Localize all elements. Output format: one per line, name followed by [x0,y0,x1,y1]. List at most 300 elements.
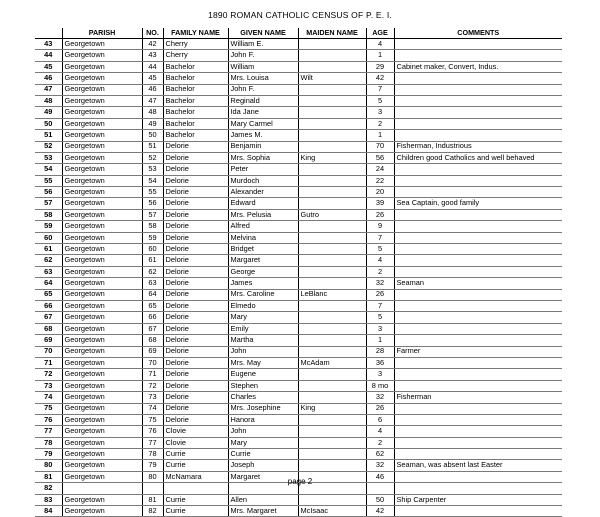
header-row [35,28,562,39]
comments-cell [394,175,562,186]
comments-cell [394,403,562,414]
number-cell: 66 [142,312,163,323]
parish-cell: Georgetown [62,506,142,517]
line-number-cell: 73 [35,380,62,391]
table-row [35,312,562,323]
maiden-name-cell [298,449,366,460]
line-number-cell: 47 [35,84,62,95]
line-number-cell: 52 [35,141,62,152]
maiden-name-cell [298,312,366,323]
age-cell: 1 [366,50,394,61]
table-row [35,494,562,505]
number-cell: 65 [142,300,163,311]
table-row [35,266,562,277]
given-name-cell: Mrs. Pelusia [228,209,298,220]
line-number-cell: 64 [35,278,62,289]
number-cell: 72 [142,380,163,391]
comments-cell [394,312,562,323]
maiden-name-cell: LeBlanc [298,289,366,300]
table-row [35,300,562,311]
table-row [35,392,562,403]
line-number-cell: 74 [35,392,62,403]
comments-cell [394,164,562,175]
line-number-cell: 77 [35,426,62,437]
line-number-cell: 69 [35,335,62,346]
age-cell: 46 [366,471,394,482]
age-cell: 26 [366,209,394,220]
maiden-name-cell: King [298,152,366,163]
given-name-cell: William E. [228,39,298,50]
parish-cell: Georgetown [62,278,142,289]
family-name-cell: Delorie [163,335,228,346]
table-row [35,460,562,471]
table-row [35,380,562,391]
line-number-cell: 72 [35,369,62,380]
family-name-cell: Currie [163,460,228,471]
line-number-cell: 83 [35,494,62,505]
number-cell: 54 [142,175,163,186]
maiden-name-cell [298,221,366,232]
parish-cell: Georgetown [62,300,142,311]
maiden-name-cell [298,244,366,255]
age-cell: 2 [366,266,394,277]
number-cell: 49 [142,118,163,129]
maiden-name-cell [298,164,366,175]
comments-cell [394,209,562,220]
given-name-cell: George [228,266,298,277]
age-cell: 24 [366,164,394,175]
line-number-cell: 80 [35,460,62,471]
age-cell: 42 [366,506,394,517]
given-name-cell: Mrs. Josephine [228,403,298,414]
number-cell: 76 [142,426,163,437]
table-row [35,130,562,141]
maiden-name-cell [298,39,366,50]
table-row [35,61,562,72]
table-row [35,449,562,460]
age-cell: 8 mo [366,380,394,391]
family-name-cell: Currie [163,449,228,460]
table-row [35,175,562,186]
table-row [35,50,562,61]
maiden-name-cell [298,278,366,289]
given-name-cell: Bridget [228,244,298,255]
number-cell: 42 [142,39,163,50]
line-number-cell: 78 [35,437,62,448]
family-name-cell: Delorie [163,255,228,266]
number-cell: 60 [142,244,163,255]
parish-cell: Georgetown [62,471,142,482]
age-cell: 5 [366,312,394,323]
maiden-name-cell [298,84,366,95]
comments-cell [394,426,562,437]
comments-cell [394,221,562,232]
maiden-name-cell [298,141,366,152]
comments-cell [394,73,562,84]
number-cell: 78 [142,449,163,460]
family-name-cell: Delorie [163,198,228,209]
number-cell: 50 [142,130,163,141]
age-cell: 7 [366,300,394,311]
maiden-name-cell [298,414,366,425]
line-number-cell: 59 [35,221,62,232]
line-number-cell: 60 [35,232,62,243]
given-name-cell: Mary [228,312,298,323]
table-row [35,357,562,368]
parish-cell: Georgetown [62,289,142,300]
given-name-cell: Elmedo [228,300,298,311]
number-cell: 51 [142,141,163,152]
age-cell: 56 [366,152,394,163]
line-number-cell: 53 [35,152,62,163]
parish-cell: Georgetown [62,346,142,357]
number-cell: 79 [142,460,163,471]
given-name-cell: Charles [228,392,298,403]
family-name-cell: Currie [163,506,228,517]
number-cell: 43 [142,50,163,61]
family-name-cell: Delorie [163,209,228,220]
family-name-cell: Delorie [163,232,228,243]
age-cell: 50 [366,494,394,505]
comments-cell: Seaman, was absent last Easter [394,460,562,471]
family-name-cell: Delorie [163,414,228,425]
family-name-cell: Delorie [163,187,228,198]
line-number-cell: 58 [35,209,62,220]
line-number-cell: 51 [35,130,62,141]
age-cell: 7 [366,232,394,243]
parish-cell: Georgetown [62,335,142,346]
comments-cell [394,39,562,50]
table-row [35,346,562,357]
parish-cell: Georgetown [62,187,142,198]
maiden-name-cell [298,198,366,209]
age-cell: 62 [366,449,394,460]
line-number-cell: 46 [35,73,62,84]
comments-cell [394,255,562,266]
age-cell: 70 [366,141,394,152]
given-name-cell: Mary Carmel [228,118,298,129]
maiden-name-cell: McIsaac [298,506,366,517]
table-row [35,278,562,289]
family-name-cell: Delorie [163,221,228,232]
maiden-name-cell: Gutro [298,209,366,220]
header-maiden-name: MAIDEN NAME [298,28,366,39]
table-row [35,152,562,163]
comments-cell [394,244,562,255]
age-cell: 32 [366,392,394,403]
number-cell: 71 [142,369,163,380]
comments-cell: Fisherman, Industrious [394,141,562,152]
comments-cell [394,107,562,118]
family-name-cell: Delorie [163,289,228,300]
parish-cell: Georgetown [62,414,142,425]
given-name-cell: Mrs. Sophia [228,152,298,163]
parish-cell: Georgetown [62,437,142,448]
age-cell: 5 [366,244,394,255]
age-cell: 32 [366,460,394,471]
number-cell: 63 [142,278,163,289]
table-row [35,255,562,266]
family-name-cell: Bachelor [163,73,228,84]
page-number: page 2 [287,477,313,486]
table-row [35,118,562,129]
comments-cell [394,289,562,300]
line-number-cell: 61 [35,244,62,255]
maiden-name-cell [298,95,366,106]
given-name-cell: Allen [228,494,298,505]
header-line [35,28,62,39]
number-cell: 56 [142,198,163,209]
given-name-cell: Alexander [228,187,298,198]
age-cell: 26 [366,403,394,414]
parish-cell: Georgetown [62,50,142,61]
age-cell: 36 [366,357,394,368]
line-number-cell: 44 [35,50,62,61]
family-name-cell: Currie [163,494,228,505]
family-name-cell: McNamara [163,471,228,482]
line-number-cell: 56 [35,187,62,198]
maiden-name-cell [298,437,366,448]
age-cell: 42 [366,73,394,84]
family-name-cell: Delorie [163,141,228,152]
parish-cell: Georgetown [62,209,142,220]
maiden-name-cell [298,460,366,471]
given-name-cell: James [228,278,298,289]
age-cell: 28 [366,346,394,357]
parish-cell: Georgetown [62,403,142,414]
header-age: AGE [366,28,394,39]
parish-cell: Georgetown [62,152,142,163]
parish-cell: Georgetown [62,255,142,266]
given-name-cell: Joseph [228,460,298,471]
maiden-name-cell [298,494,366,505]
parish-cell: Georgetown [62,460,142,471]
table-row [35,403,562,414]
number-cell: 57 [142,209,163,220]
maiden-name-cell: King [298,403,366,414]
parish-cell: Georgetown [62,369,142,380]
age-cell: 9 [366,221,394,232]
table-row [35,95,562,106]
maiden-name-cell [298,50,366,61]
maiden-name-cell [298,187,366,198]
line-number-cell: 55 [35,175,62,186]
table-row [35,209,562,220]
table-row [35,141,562,152]
maiden-name-cell [298,369,366,380]
page-title: 1890 ROMAN CATHOLIC CENSUS OF P. E. I. [208,10,392,20]
family-name-cell: Cherry [163,50,228,61]
line-number-cell: 49 [35,107,62,118]
header-given-name: GIVEN NAME [228,28,298,39]
line-number-cell: 62 [35,255,62,266]
comments-cell [394,130,562,141]
number-cell: 68 [142,335,163,346]
parish-cell: Georgetown [62,426,142,437]
parish-cell: Georgetown [62,73,142,84]
comments-cell [394,449,562,460]
line-number-cell: 50 [35,118,62,129]
number-cell: 62 [142,266,163,277]
family-name-cell: Delorie [163,244,228,255]
maiden-name-cell: Wilt [298,73,366,84]
given-name-cell: Hanora [228,414,298,425]
number-cell: 45 [142,73,163,84]
given-name-cell: James M. [228,130,298,141]
number-cell: 53 [142,164,163,175]
line-number-cell: 45 [35,61,62,72]
table-row [35,323,562,334]
number-cell: 55 [142,187,163,198]
number-cell: 80 [142,471,163,482]
table-row [35,335,562,346]
line-number-cell: 65 [35,289,62,300]
maiden-name-cell [298,175,366,186]
table-row [35,244,562,255]
parish-cell: Georgetown [62,164,142,175]
line-number-cell: 82 [35,483,62,494]
line-number-cell: 84 [35,506,62,517]
age-cell: 4 [366,426,394,437]
family-name-cell: Delorie [163,369,228,380]
table-row [35,414,562,425]
given-name-cell: Martha [228,335,298,346]
age-cell: 5 [366,95,394,106]
maiden-name-cell [298,346,366,357]
table-row [35,107,562,118]
given-name-cell: Mrs. Caroline [228,289,298,300]
maiden-name-cell [298,323,366,334]
comments-cell: Sea Captain, good family [394,198,562,209]
maiden-name-cell [298,300,366,311]
age-cell: 1 [366,335,394,346]
maiden-name-cell [298,61,366,72]
family-name-cell: Bachelor [163,130,228,141]
number-cell: 77 [142,437,163,448]
given-name-cell: Murdoch [228,175,298,186]
given-name-cell: Benjamin [228,141,298,152]
parish-cell: Georgetown [62,494,142,505]
maiden-name-cell [298,335,366,346]
age-cell: 4 [366,255,394,266]
maiden-name-cell [298,392,366,403]
comments-cell [394,50,562,61]
number-cell: 52 [142,152,163,163]
age-cell: 3 [366,107,394,118]
given-name-cell: Mary [228,437,298,448]
maiden-name-cell [298,255,366,266]
given-name-cell: Emily [228,323,298,334]
given-name-cell: Alfred [228,221,298,232]
table-row [35,426,562,437]
number-cell: 73 [142,392,163,403]
parish-cell: Georgetown [62,380,142,391]
line-number-cell: 43 [35,39,62,50]
given-name-cell: Currie [228,449,298,460]
number-cell: 48 [142,107,163,118]
family-name-cell: Delorie [163,300,228,311]
comments-cell [394,357,562,368]
number-cell: 67 [142,323,163,334]
line-number-cell: 66 [35,300,62,311]
line-number-cell: 54 [35,164,62,175]
number-cell: 81 [142,494,163,505]
given-name-cell: Margaret [228,255,298,266]
maiden-name-cell [298,426,366,437]
comments-cell [394,187,562,198]
given-name-cell: John [228,346,298,357]
header-parish: PARISH [62,28,142,39]
family-name-cell: Delorie [163,392,228,403]
number-cell: 47 [142,95,163,106]
number-cell: 74 [142,403,163,414]
given-name-cell: Eugene [228,369,298,380]
given-name-cell: Edward [228,198,298,209]
age-cell: 2 [366,437,394,448]
maiden-name-cell [298,118,366,129]
given-name-cell: Mrs. Louisa [228,73,298,84]
age-cell: 4 [366,39,394,50]
family-name-cell: Delorie [163,266,228,277]
family-name-cell: Bachelor [163,107,228,118]
maiden-name-cell [298,130,366,141]
line-number-cell: 79 [35,449,62,460]
family-name-cell: Bachelor [163,61,228,72]
given-name-cell: Peter [228,164,298,175]
parish-cell: Georgetown [62,84,142,95]
age-cell: 3 [366,369,394,380]
table-row [35,232,562,243]
line-number-cell: 48 [35,95,62,106]
parish-cell: Georgetown [62,232,142,243]
family-name-cell: Clovie [163,426,228,437]
family-name-cell: Delorie [163,323,228,334]
comments-cell [394,335,562,346]
number-cell: 69 [142,346,163,357]
number-cell: 44 [142,61,163,72]
parish-cell: Georgetown [62,61,142,72]
parish-cell: Georgetown [62,221,142,232]
given-name-cell: John F. [228,50,298,61]
line-number-cell: 67 [35,312,62,323]
number-cell: 59 [142,232,163,243]
table-row [35,164,562,175]
comments-cell: Cabinet maker, Convert, Indus. [394,61,562,72]
number-cell: 82 [142,506,163,517]
maiden-name-cell [298,266,366,277]
table-row [35,39,562,50]
family-name-cell: Bachelor [163,118,228,129]
parish-cell: Georgetown [62,266,142,277]
parish-cell: Georgetown [62,141,142,152]
age-cell: 32 [366,278,394,289]
parish-cell: Georgetown [62,130,142,141]
given-name-cell: John [228,426,298,437]
line-number-cell: 71 [35,357,62,368]
given-name-cell: Melvina [228,232,298,243]
parish-cell: Georgetown [62,323,142,334]
parish-cell: Georgetown [62,107,142,118]
family-name-cell: Delorie [163,357,228,368]
family-name-cell: Delorie [163,175,228,186]
maiden-name-cell [298,380,366,391]
parish-cell: Georgetown [62,175,142,186]
number-cell: 61 [142,255,163,266]
age-cell: 3 [366,323,394,334]
comments-cell: Children good Catholics and well behaved [394,152,562,163]
comments-cell [394,232,562,243]
given-name-cell: Mrs. Margaret [228,506,298,517]
